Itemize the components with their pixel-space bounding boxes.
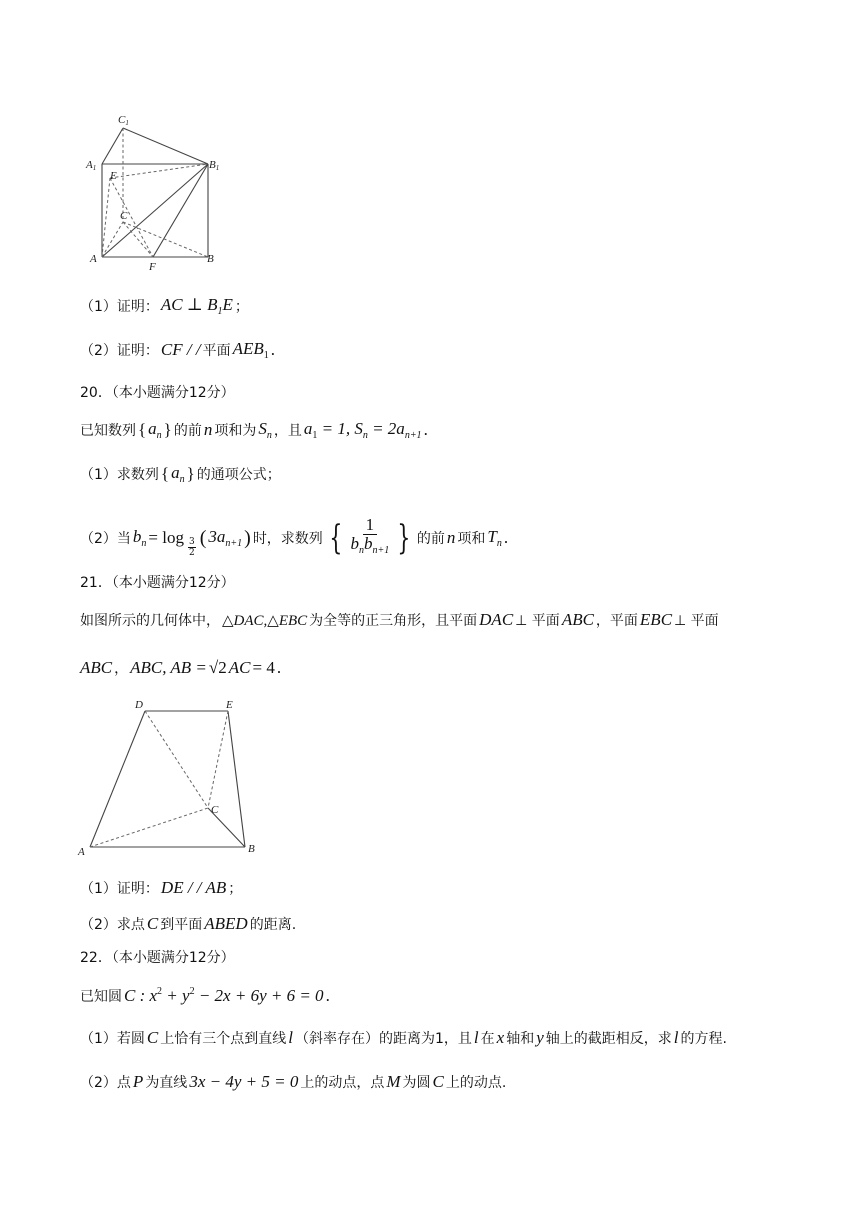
q19-part1: （1）证明： AC ⊥ $B_1E$ ； xyxy=(80,295,249,317)
label-d: D xyxy=(135,699,143,711)
edge-a-b1 xyxy=(102,164,208,257)
edge-c1-b1 xyxy=(123,128,208,164)
edge-b-e xyxy=(228,711,245,847)
edge-e-b1 xyxy=(110,164,208,178)
q20-stem: 已知数列 { $a_n$ } 的前 n 项和为 $S_n$ ，且 $a_1 = 1$, $S_n = 2a_{n+1}$ . xyxy=(80,419,428,441)
edge-d-c xyxy=(145,711,208,808)
q21-stem-line1: 如图所示的几何体中， △DAC,△EBC 为全等的正三角形，且平面 DAC ⊥ 平面 ABC ，平面 EBC ⊥ 平面 xyxy=(80,610,719,629)
q20-part2: （2）当 $b_n$ = log $\frac{3}{2}$ ( $3a_{n+1}$ ) 时，求数列 { $\frac{1}{b_nb_{n+1}}$ } 的前 n 项和 $T_n$ . xyxy=(80,515,509,558)
solid-figure xyxy=(75,695,270,860)
edge-a-c xyxy=(102,222,123,257)
q21-stem-line2: ABC ， ABC, AB = √2 AC = 4 . xyxy=(80,658,282,677)
edge-a-c xyxy=(90,808,208,847)
label-c1: C1 xyxy=(118,114,129,127)
label-b: B xyxy=(207,253,214,265)
edge-c-f xyxy=(123,222,153,257)
label-b: B xyxy=(248,843,255,855)
q22-stem: 已知圆 C : $x^2 + y^2 - 2x + 6y + 6 = 0$ . xyxy=(80,986,330,1005)
label-a: A xyxy=(90,253,97,265)
label-f: F xyxy=(149,261,156,273)
q19-part2: （2）证明： CF / / 平面 $AEB_1$ . xyxy=(80,339,275,361)
edge-c-b xyxy=(123,222,208,257)
prism-figure xyxy=(80,110,230,275)
label-e: E xyxy=(226,699,233,711)
q21-part2: （2）求点 C 到平面 ABED 的距离. xyxy=(80,914,297,933)
q20-part1: （1）求数列 { $a_n$ } 的通项公式； xyxy=(80,463,281,485)
q21-heading: 21．（本小题满分12分） xyxy=(80,575,235,591)
q22-part1: （1）若圆 C 上恰有三个点到直线 l （斜率存在）的距离为1，且 l 在 x 轴和 y 轴上的截距相反，求 l 的方程. xyxy=(80,1028,727,1047)
label-e: E xyxy=(110,170,117,182)
q21-part1: （1）证明： DE / / AB ； xyxy=(80,878,243,897)
q22-heading: 22．（本小题满分12分） xyxy=(80,950,235,966)
label-c: C xyxy=(120,210,128,222)
edge-e-c xyxy=(208,711,228,808)
label-a: A xyxy=(78,846,85,858)
label-c: C xyxy=(211,804,219,816)
edge-a-d xyxy=(90,711,145,847)
edge-f-b1 xyxy=(153,164,208,257)
label-a1: A1 xyxy=(86,159,97,172)
label-b1: B1 xyxy=(209,159,220,172)
q20-heading: 20．（本小题满分12分） xyxy=(80,385,235,401)
edge-a1-c1 xyxy=(102,128,123,164)
q22-part2: （2）点 P 为直线 3x − 4y + 5 = 0 上的动点，点 M 为圆 C 上的动点. xyxy=(80,1072,507,1091)
